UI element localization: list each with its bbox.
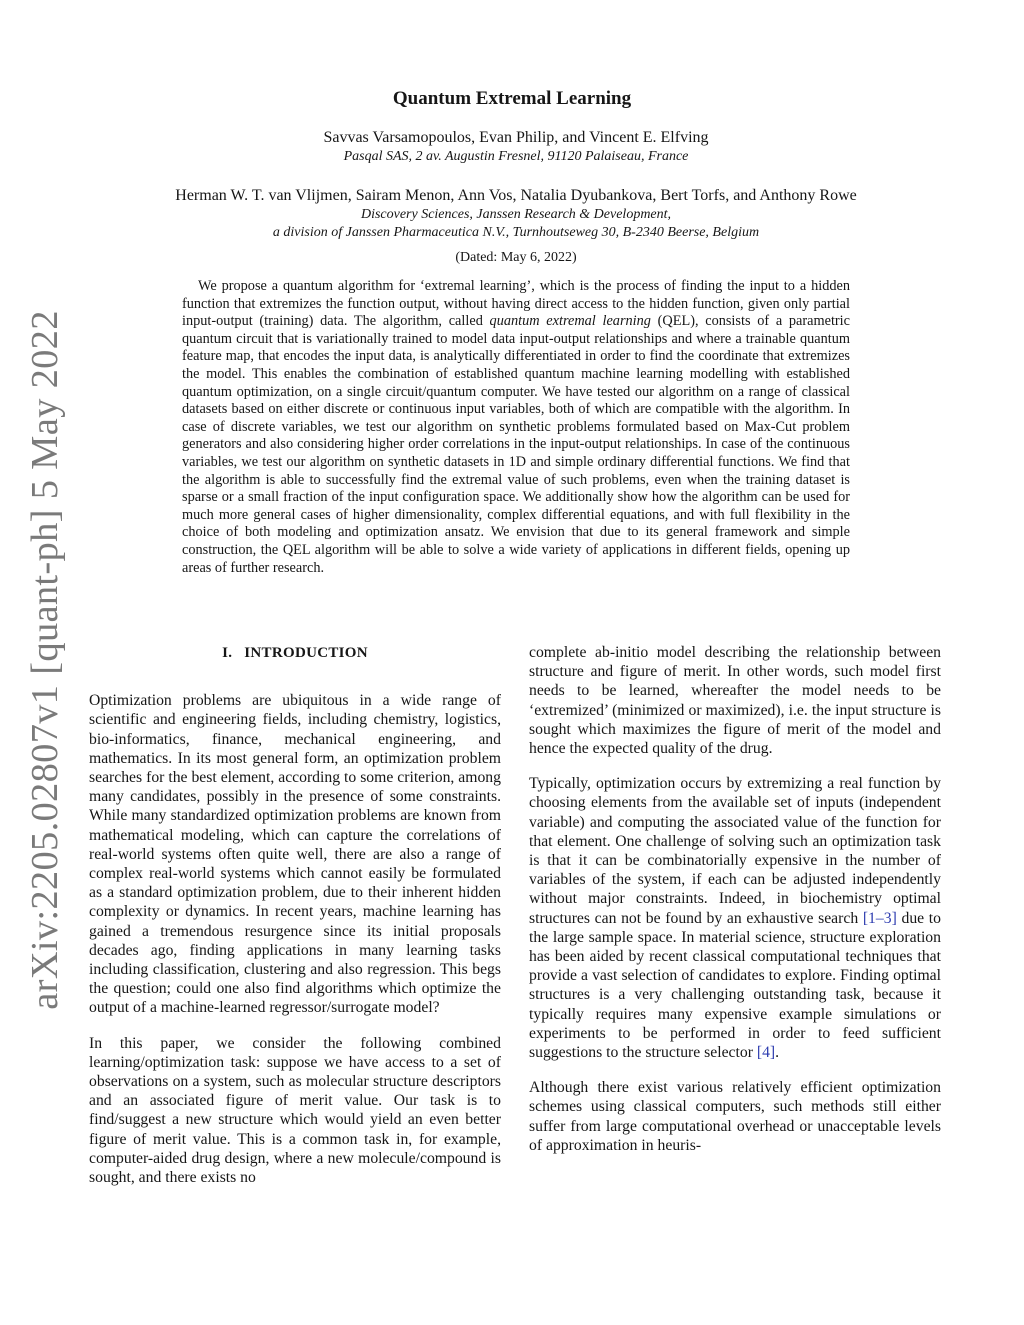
affiliation-2-line-2: a division of Janssen Pharmaceutica N.V., Turnhoutseweg 30, B-2340 Beerse, Belgium — [272, 225, 760, 240]
left-column — [89, 643, 501, 1203]
intro-paragraph-5: Although there exist various relatively efficient optimization schemes using classical computers, such methods still either suffer from large computational overhead or unacceptable levels of approximation in heuris- — [529, 1079, 941, 1154]
arxiv-identifier-stamp: arXiv:2205.02807v1 [quant-ph] 5 May 2022 — [24, 310, 66, 1010]
intro-paragraph-1: Optimization problems are ubiquitous in a wide range of scientific and engineering fields, including chemistry, logistics, bio-informatics, finance, mechanical engineering, and mathematics. In its most general form, an optimization problem searches for the best element, according to some criterion, among many candidates, possibly in the presence of some constraints. While many standardized optimization problems are known from mathematical modeling, which can capture the correlations of real-world systems often quite well, there are also a range of complex real-world systems which cannot easily be formulated as a standard optimization problem, due to their inherent hidden complexity or dynamics. In recent years, machine learning has gained a tremendous resurgence since its initial proposals decades ago, finding applications in many learning tasks including classification, clustering and also regression. This begs the question; could one also find algorithms which optimize the output of a machine-learned regressor/surrogate model? — [89, 692, 501, 1017]
paragraph-text: Typically, optimization occurs by extremizing a real function by choosing elements from the available set of inputs (independent variable) and computing the associated value of the function for that element. One challenge of solving such an optimization task is that it can be combinatorially expensive in the number of variables of the system, if each can be adjusted independently without major constraints. Indeed, in biochemistry optimal structures can not be found by an exhaustive search — [529, 775, 941, 927]
abstract — [182, 278, 850, 577]
section-title: INTRODUCTION — [244, 645, 368, 661]
section-heading — [89, 643, 501, 663]
citation-link-1-3[interactable]: [1–3] — [862, 909, 897, 927]
paragraph-text: . — [775, 1044, 780, 1062]
section-number: I. — [222, 645, 233, 661]
intro-paragraph-3: complete ab-initio model describing the relationship between structure and figure of merit. In other words, such model first needs to be learned, whereafter the model needs to be ‘extremized’ (minimized or maximized), i.e. the input structure is sought which maximizes the figure of merit of the model and hence the expected quality of the drug. — [529, 644, 941, 758]
citation-link-4[interactable]: [4] — [756, 1044, 776, 1062]
paragraph-text: due to the large sample space. In material science, structure exploration has been aided by recent classical computational techniques that provide a vast selection of candidates to explore. Finding optimal structures is a very challenging outstanding task, because it typically requires many expensive example simulations or experiments to be performed in order to feed sufficient suggestions to the structure selector — [529, 909, 941, 1062]
affiliation-2-line-1: Discovery Sciences, Janssen Research & Development, — [360, 207, 672, 222]
author-list-1: Savvas Varsamopoulos, Evan Philip, and Vincent E. Elfving — [323, 129, 709, 146]
abstract-text-1: We propose a quantum algorithm for ‘extremal learning’, which is the process of finding the input to a hidden function that extremizes the function output, without having direct access to the hidden function, given only partial input-output (training) data. The algorithm, called — [182, 278, 850, 330]
intro-paragraph-2: In this paper, we consider the following combined learning/optimization task: suppose we have access to a set of observations on a system, such as molecular structure descriptors and an associated figure of merit value. Our task is to find/suggest a new structure which would yield an even better figure of merit value. This is a common task in, for example, computer-aided drug design, where a new molecule/compound is sought, and there exists no — [89, 1034, 501, 1187]
dated-line: (Dated: May 6, 2022) — [455, 250, 577, 265]
affiliation-1: Pasqal SAS, 2 av. Augustin Fresnel, 91120 Palaiseau, France — [343, 149, 689, 164]
intro-paragraph-4 — [529, 774, 941, 1062]
right-column — [529, 643, 941, 1171]
paper-title: Quantum Extremal Learning — [392, 88, 632, 109]
abstract-text-2: (QEL), consists of a parametric quantum circuit that is variationally trained to model data input-output relationships and where a trainable quantum feature map, that encodes the input data, is analytically differentiated in order to find the coordinate that extremizes the model. This enables the combination of established quantum machine learning modelling with established quantum optimization, on a single circuit/quantum computer. We have tested our algorithm on a range of classical datasets based on either discrete or continuous input variables, both of which are compatible with the algorithm. In case of discrete variables, we test our algorithm on synthetic problems formulated based on Max-Cut problem generators and also considering higher order correlations in the input-output relationships. In case of the continuous variables, we test our algorithm on synthetic datasets in 1D and simple ordinary differential functions. We find that the algorithm is able to successfully find the extremal value of such problems, even when the training dataset is sparse or a small fraction of the input configuration space. We additionally show how the algorithm can be used for much more general cases of higher dimensionality, complex differential equations, and with full flexibility in the choice of both modeling and optimization ansatz. We envision that due to its general framework and simple construction, the QEL algorithm will be able to solve a wide variety of applications in different fields, opening up areas of further research. — [182, 313, 850, 576]
author-list-2: Herman W. T. van Vlijmen, Sairam Menon, Ann Vos, Natalia Dyubankova, Bert Torfs, and Anthony Rowe — [175, 187, 857, 204]
abstract-method-name: quantum extremal learning — [489, 313, 651, 330]
